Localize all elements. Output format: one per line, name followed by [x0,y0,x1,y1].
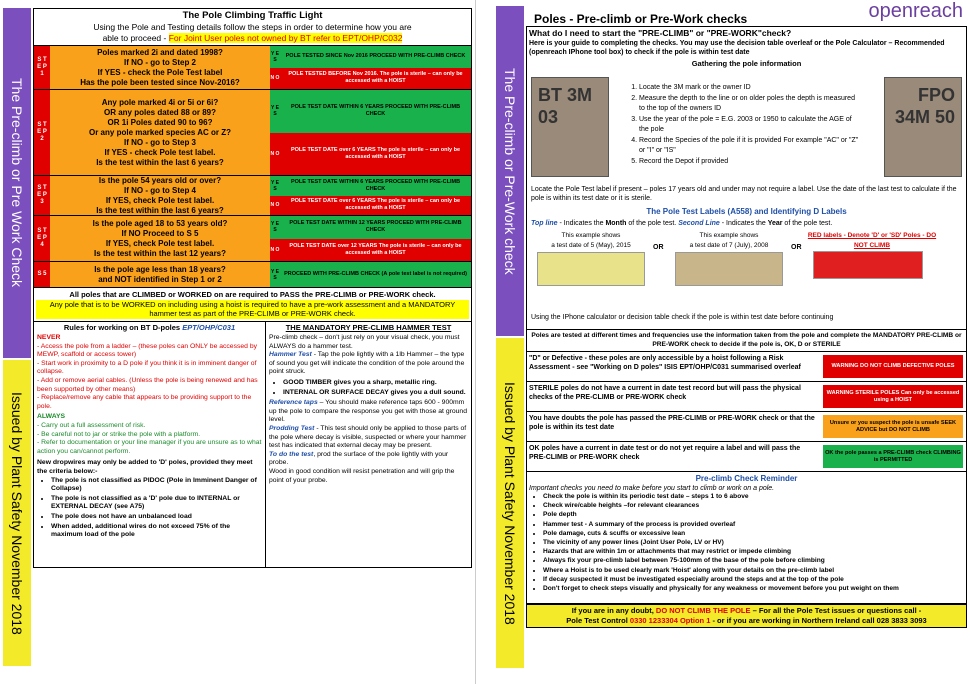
step-row [33,262,472,288]
reminder-intro: Important checks you need to make before you start to climb or work on a pole. [529,484,775,492]
status-text: STERILE poles do not have a current in date test record but will pass the physical checks of the PRE-CLIMB or PRE-WORK check [529,385,801,401]
step-results [280,46,471,89]
status-row [526,352,967,382]
question-text: Here is your guide to completing the checks. You may use the decision table overleaf or the Pole Calculator – Recommended (openreach IPhone tool box) to check if the pole is within test date [529,39,945,56]
never-heading: NEVER [37,334,61,342]
yes-no-column [270,90,280,175]
list-item: • The pole does not have an unbalanced load [51,513,262,522]
side-banner-bottom-2: Issued by Plant Safety November 2018 [496,338,524,668]
yn-label: N O [270,133,280,176]
hammer-results [269,379,468,397]
step-results [280,262,471,287]
yes-no-column [270,216,280,261]
list-item: - Carry out a full assessment of risk. [37,422,146,430]
step-row [33,90,472,176]
list-item: • Hammer test - A summary of the process is provided overleaf [543,521,964,529]
hammer-title: THE MANDATORY PRE-CLIMB HAMMER TEST [285,322,452,332]
step-result: POLE TEST DATE over 6 YEARS The pole is sterile – can only be accessed with a HOIST [280,133,471,176]
question-title: What do I need to start the "PRE-CLIMB" or "PRE-WORK"check? [529,28,792,38]
yn-label: Y E S [270,90,280,133]
yn-label: N O [270,239,280,262]
todo-text: , prod the surface of the pole lightly with your probe. [269,450,449,467]
list-item: - Start work in proximity to a D pole if you think it is in imminent danger of collapse. [37,359,257,376]
list-item: 5. Record the Depot if provided [639,157,859,167]
red-labels-text: RED labels - Denote 'D' or 'SD' Poles - DO NOT CLIMB [807,232,937,249]
page2-title: Poles - Pre-climb or Pre-Work checks [534,12,748,26]
list-item: • The pole is not classified as a 'D' pole due to INTERNAL or EXTERNAL DECAY (see A75) [51,495,262,512]
side-banner-top-2: The Pre-climb or Pre-Work check [496,6,524,336]
dropwires-text: New dropwires may only be added to 'D' poles, provided they meet the criteria below:- [37,459,253,475]
status-tag: WARNING STERILE POLES Can only be accessed using a HOIST [820,382,966,411]
yes-no-column [270,176,280,215]
status-row [526,442,967,472]
status-row [526,412,967,442]
steps-table [33,46,472,288]
page2-content [526,0,967,678]
dropwire-criteria [37,477,262,540]
list-item: - Replace/remove any cable that appears to be providing support to the pole. [37,394,252,410]
yn-label: N O [270,68,280,90]
pole-photo-left: BT 3M 03 [531,77,609,177]
side-banner-top: The Pre-climb or Pre Work Check [3,8,31,358]
step6-text: Using the IPhone calculator or decision table check if the pole is within test date before continuing [531,314,834,321]
status-table [526,352,967,472]
step-question: Poles marked 2i and dated 1998? If NO - go to Step 2 If YES - check the Pole Test label Has the pole been tested since Nov-2016? [50,46,270,89]
list-item: - Access the pole from a ladder – (these poles can ONLY be accessed by MEWP, scaffold or access tower) [37,342,258,359]
list-item: • Pole damage, cuts & scuffs or excessive lean [543,530,964,538]
step-result: POLE TESTED BEFORE Nov 2016. The pole is sterile – can only be accessed with a HOIST [280,68,471,90]
list-item: • GOOD TIMBER gives you a sharp, metallic ring. [283,379,468,388]
yes-no-column [270,262,280,287]
yn-label: Y E S [270,216,280,239]
step-question: Any pole marked 4i or 5i or 6i? OR any poles dated 88 or 89? OR 1i Poles dated 90 to 96? Or any pole marked species AC or Z? If NO - go to Step 3 If YES - check Pole test label. Is the test within the last 6 years? [50,90,270,175]
d-pole-rules [34,322,266,567]
list-item: - Refer to documentation or your line manager if you are unsure as to what action you can/cannot perform. [37,439,262,455]
climb-note-line2: Any pole that is to be WORKED on including using a hoist is required to have a pre-work assessment and a MANDATORY hammer test as part of the PRE-CLIMB or PRE-WORK check. [36,300,469,319]
step-row [33,46,472,90]
rules-title: Rules for working on BT D-poles EPT/OHP/C031 [63,322,236,332]
page1-content [33,8,472,678]
step-results [280,176,471,215]
pole-test-phone[interactable]: 0330 1233304 Option 1 [629,616,711,625]
list-item: • Don't forget to check steps visually and physically for any weakness or movement before you put weight on them [543,585,964,593]
wood-text: Wood in good condition will resist penetration and will grip the point of your probe. [269,468,455,484]
list-item: • If decay suspected it must be investigated especially around the steps and at the top of the pole [543,576,964,584]
pre-climb-page [494,0,970,684]
step-label: S T E P 2 [34,90,50,175]
list-item: - Add or remove aerial cables. (Unless the pole is being renewed and has been supported by other means) [37,377,258,393]
step-result: POLE TEST DATE over 12 YEARS The pole is sterile – can only be accessed with a HOIST [280,239,471,262]
status-text: You have doubts the pole has passed the PRE-CLIMB or PRE-WORK check or that the pole is within its test date [529,415,815,431]
list-item: • Check wire/cable heights –for relevant clearances [543,502,964,510]
list-item: 1. Locate the 3M mark or the owner ID [639,83,859,93]
step-results [280,216,471,261]
step5-text: Locate the Pole Test label if present – poles 17 years old and under may not require a label. Use the date of the last test to calculate if the pole is within its test date or it is sterile. [531,186,957,202]
joint-user-ref[interactable]: For Joint User poles not owned by BT refer to EPT/OHP/C032 [168,33,403,43]
step-question: Is the pole age less than 18 years? and NOT identified in Step 1 or 2 [50,262,270,287]
yes-no-column [270,46,280,89]
step-label: S 5 [34,262,50,287]
step-result: POLE TESTED SINCE Nov 2016 PROCEED WITH PRE-CLIMB CHECK [280,46,471,68]
gather-list [629,83,859,168]
example-2: This example shows a test date of 7 (July), 2008 [669,231,789,288]
prod-text: - This test should only be applied to those parts of the pole where decay is visible, suspected or where your hammer test has indicated that external decay may be present. [269,425,467,450]
list-item: • Check the pole is within its periodic test date – steps 1 to 6 above [543,493,964,501]
reminder-list [529,493,964,593]
reminder-title: Pre-climb Check Reminder [695,474,798,483]
step-label: S T E P 3 [34,176,50,215]
list-item: 4. Record the Species of the pole if it is provided For example "AC" or "Z" or "I" or "IS" [639,136,859,156]
info-box: What do I need to start the "PRE-CLIMB" or "PRE-WORK"check? Here is your guide to completing the checks. You may use the decision table overleaf or the Pole Calculator – Recommended (openreach IPhone tool box) to check if the pole is within test date Gathering the pole information BT 3M 03 FPO 34M 50 1. Locate the 3M mark or the owner ID 2. Measure the depth to the line or on older poles the depth is measured to the top of the owners ID 3. Use the year of the pole = E.G. 2003 or 1950 to calculate the AGE of the pole 4. Record the Species of the pole if it is provided For example "AC" or "Z" or "I" or "IS" 5. Record the Depot if provided Locate the Pole Test label if present – poles 17 years old and under may not require a label. Use the date of the last test to calculate if the pole is within its test date or it is sterile. The Pole Test Labels (A558) and Identifying D Labels Top line - Indicates the Month of the pole test. Second Line - Indicates the Year of the pole test. This example shows a test date of 5 (May), 2015 OR This example shows a test date of 7 (July), 2008 OR RED labels - Denote 'D' or 'SD' Poles - DO NOT CLIMB Using the IPhone calculator or decision table check if the pole is within test date before continuing [526,26,967,330]
do-not-climb-text: DO NOT CLIMB THE POLE [655,606,751,615]
hammer-label: Hammer Test [269,351,312,359]
step-row [33,176,472,216]
page1-title: The Pole Climbing Traffic Light [182,10,323,21]
hammer-p1: Pre-climb check – don't just rely on your visual check, you must ALWAYS do a hammer test. [269,334,460,350]
step-question: Is the pole aged 18 to 53 years old? If NO Proceed to S 5 If YES, check Pole test label. Is the test within the last 12 years? [50,216,270,261]
list-item: • Pole depth [543,511,964,519]
status-tag: OK the pole passes a PRE-CLIMB check CLIMBING is PERMITTED [820,442,966,471]
intro-line2a: able to proceed - [102,33,169,43]
step-label: S T E P 4 [34,216,50,261]
red-label-image [813,251,923,279]
test-label-image-1 [537,252,645,286]
list-item: • The vicinity of any power lines (Joint User Pole, LV or HV) [543,539,964,547]
ni-phone: - or if you are working in Northern Ireland call 028 3833 3093 [710,616,927,625]
list-item: • Where a Hoist is to be used clearly mark 'Hoist' along with your details on the pre-climb label [543,567,964,575]
todo-label: To do the test [269,450,314,458]
ref-text: – You should make reference taps 600 - 900mm up the pole to compare the response you get with those at ground level. [269,399,467,424]
openreach-logo: openreach [868,0,963,22]
always-heading: ALWAYS [37,413,66,421]
rules-ref-link[interactable]: EPT/OHP/C031 [182,322,236,332]
status-tag: Unsure or you suspect the pole is unsafe SEEK ADVICE but DO NOT CLIMB [820,412,966,441]
tested-note: Poles are tested at different times and frequencies use the information taken from the pole and complete the MANDATORY PRE-CLIMB or PRE-WORK check to decide if the pole is, OK, D or STERILE [526,330,967,352]
ref-label: Reference taps [269,399,318,407]
pole-photo-right: FPO 34M 50 [884,77,962,177]
never-list [37,343,262,412]
list-item: • Always fix your pre-climb label between 75-100mm of the base of the pole before climbing [543,557,964,565]
rules-columns [33,322,472,568]
reminder-box [526,472,967,604]
side-banner-bottom: Issued by Plant Safety November 2018 [3,360,31,666]
step-result: POLE TEST DATE WITHIN 6 YEARS PROCEED WITH PRE-CLIMB CHECK [280,90,471,133]
test-label-image-2 [675,252,783,286]
step-result: POLE TEST DATE WITHIN 12 YEARS PROCEED WITH PRE-CLIMB CHECK [280,216,471,239]
climb-note [33,288,472,322]
hammer-p2: - Tap the pole lightly with a 1lb Hammer – the type of sound you get will indicate the condition of the pole around the point struck. [269,351,465,376]
prod-label: Prodding Test [269,425,315,433]
list-item: 3. Use the year of the pole = E.G. 2003 or 1950 to calculate the AGE of the pole [639,115,859,135]
intro-line1: Using the Pole and Testing details follow the steps in order to determine how you are [93,22,412,32]
step-result: PROCEED WITH PRE-CLIMB CHECK (A pole test label is not required) [280,262,471,287]
climb-note-line1: All poles that are CLIMBED or WORKED on are required to PASS the PRE-CLIMB or PRE-WORK check. [69,290,436,299]
step-label: S T E P 1 [34,46,50,89]
contact-footer: If you are in any doubt, DO NOT CLIMB THE POLE – For all the Pole Test issues or questions call - Pole Test Control 0330 1233304 Option 1 - or if you are working in Northern Ireland call 028 3833 3093 [526,604,967,628]
list-item: • When added, additional wires do not exceed 75% of the maximum load of the pole [51,523,262,540]
yn-label: Y E S [270,46,280,68]
status-text: OK poles have a current in date test or do not yet require a label and will pass the PRE-CLIMB or PRE-WORK check [529,445,801,461]
hammer-test [266,322,471,567]
step-question: Is the pole 54 years old or over? If NO - go to Step 4 If YES, check Pole test label. Is the test within the last 6 years? [50,176,270,215]
list-item: • INTERNAL OR SURFACE DECAY gives you a dull sound. [283,389,468,398]
status-row [526,382,967,412]
yn-label: N O [270,196,280,216]
labels-title: The Pole Test Labels (A558) and Identifying D Labels [646,207,847,216]
gather-title: Gathering the pole information [691,58,802,68]
list-item: • The pole is not classified as PIDOC (Pole in Imminent Danger of Collapse) [51,477,262,494]
example-1: This example shows a test date of 5 (May), 2015 [531,231,651,288]
yn-label: Y E S [270,176,280,196]
list-item: 2. Measure the depth to the line or on older poles the depth is measured to the top of the owners ID [639,94,859,114]
status-tag: WARNING DO NOT CLIMB DEFECTIVE POLES [820,352,966,381]
step-results [280,90,471,175]
step-result: POLE TEST DATE over 6 YEARS The pole is sterile – can only be accessed with a HOIST [280,196,471,216]
traffic-light-page [0,0,476,684]
always-list [37,422,262,456]
status-text: "D" or Defective - these poles are only accessible by a hoist following a Risk Assessment - see "Working on D poles" ISIS EPT/OHP/C031 summarised overleaf [529,355,801,371]
step-result: POLE TEST DATE WITHIN 6 YEARS PROCEED WITH PRE-CLIMB CHECK [280,176,471,196]
step-row [33,216,472,262]
yn-label: Y E S [270,262,280,287]
list-item: - Be careful not to jar or strike the pole with a platform. [37,430,201,438]
list-item: • Hazards that are within 1m or attachments that may restrict or impede climbing [543,548,964,556]
